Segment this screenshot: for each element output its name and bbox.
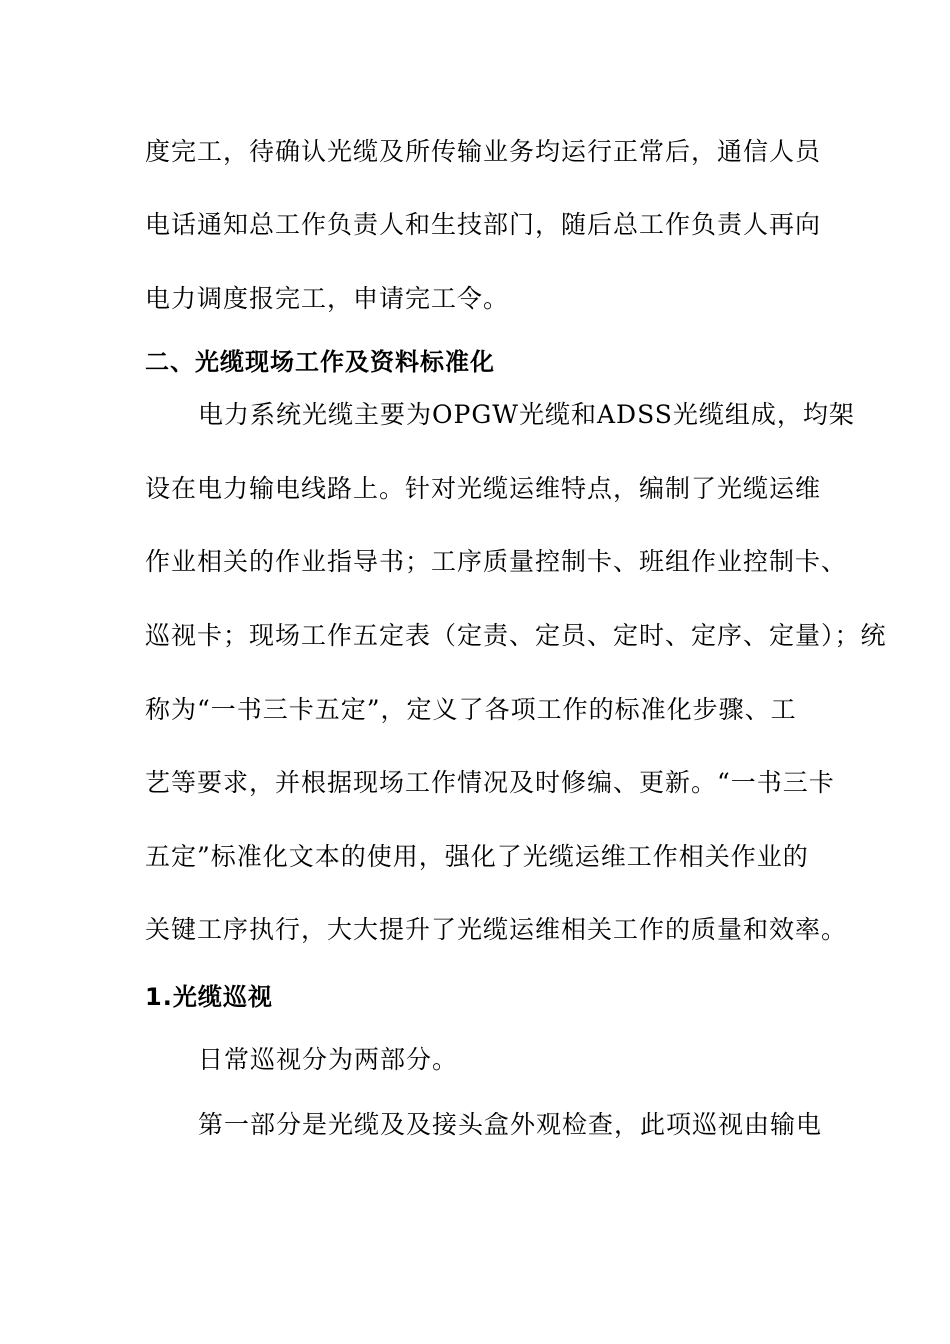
- paragraph-line: 日常巡视分为两部分。: [198, 1045, 459, 1074]
- paragraph-line: 设在电力输电线路上。针对光缆运维特点，编制了光缆运维: [145, 474, 822, 503]
- paragraph-line: 作业相关的作业指导书；工序质量控制卡、班组作业控制卡、: [145, 547, 848, 576]
- paragraph-line: 关键工序执行，大大提升了光缆运维相关工作的质量和效率。: [145, 915, 848, 944]
- paragraph-line: 艺等要求，并根据现场工作情况及时修编、更新。“一书三卡: [145, 768, 835, 797]
- text-line: 电话通知总工作负责人和生技部门，随后总工作负责人再向: [145, 210, 822, 239]
- paragraph-line: 五定”标准化文本的使用，强化了光缆运维工作相关作业的: [145, 842, 809, 871]
- text-line: 电力调度报完工，申请完工令。: [145, 284, 510, 313]
- subsection-heading: 1.光缆巡视: [145, 983, 273, 1011]
- paragraph-line: 巡视卡；现场工作五定表（定责、定员、定时、定序、定量）；统: [145, 621, 887, 650]
- paragraph-line: 称为“一书三卡五定”，定义了各项工作的标准化步骤、工: [145, 695, 797, 724]
- paragraph-line: 第一部分是光缆及及接头盒外观检查，此项巡视由输电: [198, 1110, 823, 1139]
- paragraph-line: 电力系统光缆主要为OPGW光缆和ADSS光缆组成，均架: [198, 400, 855, 429]
- text-line: 度完工，待确认光缆及所传输业务均运行正常后，通信人员: [145, 137, 822, 166]
- section-heading: 二、光缆现场工作及资料标准化: [145, 348, 495, 376]
